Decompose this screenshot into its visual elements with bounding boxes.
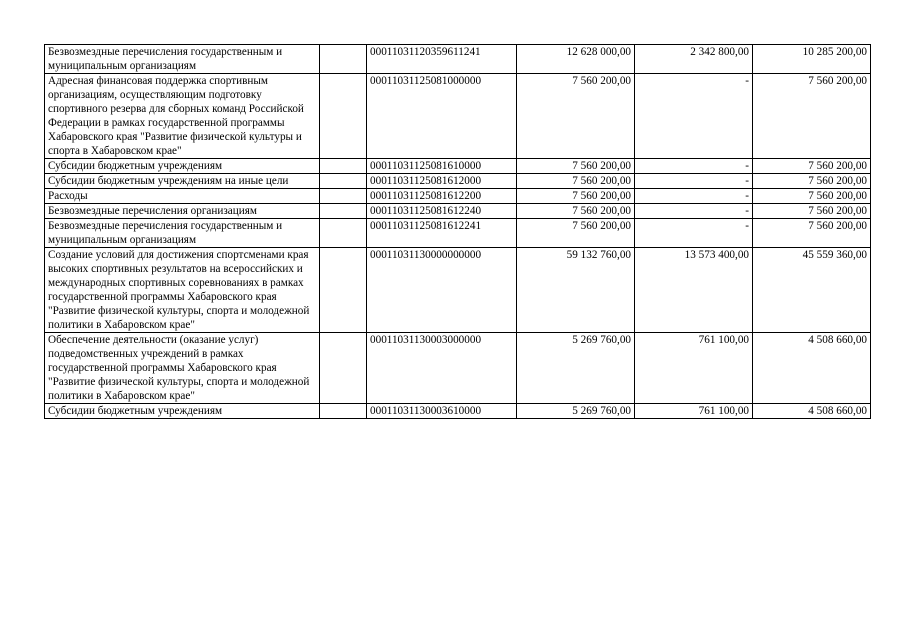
row-remaining: 7 560 200,00 — [753, 74, 871, 159]
row-executed: 2 342 800,00 — [635, 45, 753, 74]
row-approved: 5 269 760,00 — [517, 333, 635, 404]
row-code: 00011031125081000000 — [367, 74, 517, 159]
empty-cell — [320, 219, 367, 248]
empty-cell — [320, 204, 367, 219]
table-row — [45, 45, 871, 74]
row-remaining: 7 560 200,00 — [753, 204, 871, 219]
row-approved: 7 560 200,00 — [517, 219, 635, 248]
row-code: 00011031120359611241 — [367, 45, 517, 74]
row-code: 00011031125081612200 — [367, 189, 517, 204]
empty-cell — [320, 189, 367, 204]
row-remaining: 7 560 200,00 — [753, 159, 871, 174]
table-row — [45, 204, 871, 219]
row-executed: - — [635, 174, 753, 189]
row-name: Безвозмездные перечисления государственным и муниципальным организациям — [45, 219, 320, 248]
empty-cell — [320, 174, 367, 189]
row-code: 00011031130000000000 — [367, 248, 517, 333]
row-executed: 761 100,00 — [635, 404, 753, 419]
row-approved: 12 628 000,00 — [517, 45, 635, 74]
row-remaining: 7 560 200,00 — [753, 189, 871, 204]
row-executed: - — [635, 219, 753, 248]
empty-cell — [320, 159, 367, 174]
row-remaining: 7 560 200,00 — [753, 174, 871, 189]
row-executed: - — [635, 204, 753, 219]
row-approved: 59 132 760,00 — [517, 248, 635, 333]
row-name: Субсидии бюджетным учреждениям — [45, 404, 320, 419]
empty-cell — [320, 74, 367, 159]
table-row — [45, 333, 871, 404]
row-name: Субсидии бюджетным учреждениям на иные цели — [45, 174, 320, 189]
row-remaining: 4 508 660,00 — [753, 404, 871, 419]
row-name: Расходы — [45, 189, 320, 204]
row-code: 00011031125081612000 — [367, 174, 517, 189]
row-name: Адресная финансовая поддержка спортивным организациям, осуществляющим подготовку спортивного резерва для сборных команд Российской Федерации в рамках государственной программы Хабаровского края "Развитие физической культуры и спорта в Хабаровском крае" — [45, 74, 320, 159]
table-row — [45, 404, 871, 419]
row-name: Безвозмездные перечисления государственным и муниципальным организациям — [45, 45, 320, 74]
row-approved: 7 560 200,00 — [517, 159, 635, 174]
row-name: Безвозмездные перечисления организациям — [45, 204, 320, 219]
empty-cell — [320, 248, 367, 333]
table-row — [45, 174, 871, 189]
table-row — [45, 159, 871, 174]
row-approved: 7 560 200,00 — [517, 189, 635, 204]
row-executed: - — [635, 189, 753, 204]
row-name: Создание условий для достижения спортсменами края высоких спортивных результатов на всероссийских и международных спортивных соревнованиях в рамках государственной программы Хабаровского края "Развитие физической культуры, спорта и молодежной политики в Хабаровском крае" — [45, 248, 320, 333]
table-row — [45, 189, 871, 204]
row-remaining: 7 560 200,00 — [753, 219, 871, 248]
row-code: 00011031130003000000 — [367, 333, 517, 404]
row-approved: 7 560 200,00 — [517, 174, 635, 189]
row-executed: 13 573 400,00 — [635, 248, 753, 333]
row-executed: - — [635, 159, 753, 174]
row-remaining: 4 508 660,00 — [753, 333, 871, 404]
empty-cell — [320, 333, 367, 404]
row-executed: - — [635, 74, 753, 159]
row-code: 00011031125081612241 — [367, 219, 517, 248]
row-approved: 5 269 760,00 — [517, 404, 635, 419]
row-code: 00011031130003610000 — [367, 404, 517, 419]
row-code: 00011031125081612240 — [367, 204, 517, 219]
table-row — [45, 74, 871, 159]
row-executed: 761 100,00 — [635, 333, 753, 404]
row-name: Субсидии бюджетным учреждениям — [45, 159, 320, 174]
budget-table — [44, 44, 871, 419]
row-code: 00011031125081610000 — [367, 159, 517, 174]
row-approved: 7 560 200,00 — [517, 204, 635, 219]
row-name: Обеспечение деятельности (оказание услуг) подведомственных учреждений в рамках государственной программы Хабаровского края "Развитие физической культуры, спорта и молодежной политики в Хабаровском крае" — [45, 333, 320, 404]
row-remaining: 45 559 360,00 — [753, 248, 871, 333]
row-remaining: 10 285 200,00 — [753, 45, 871, 74]
empty-cell — [320, 45, 367, 74]
row-approved: 7 560 200,00 — [517, 74, 635, 159]
table-row — [45, 219, 871, 248]
table-row — [45, 248, 871, 333]
empty-cell — [320, 404, 367, 419]
